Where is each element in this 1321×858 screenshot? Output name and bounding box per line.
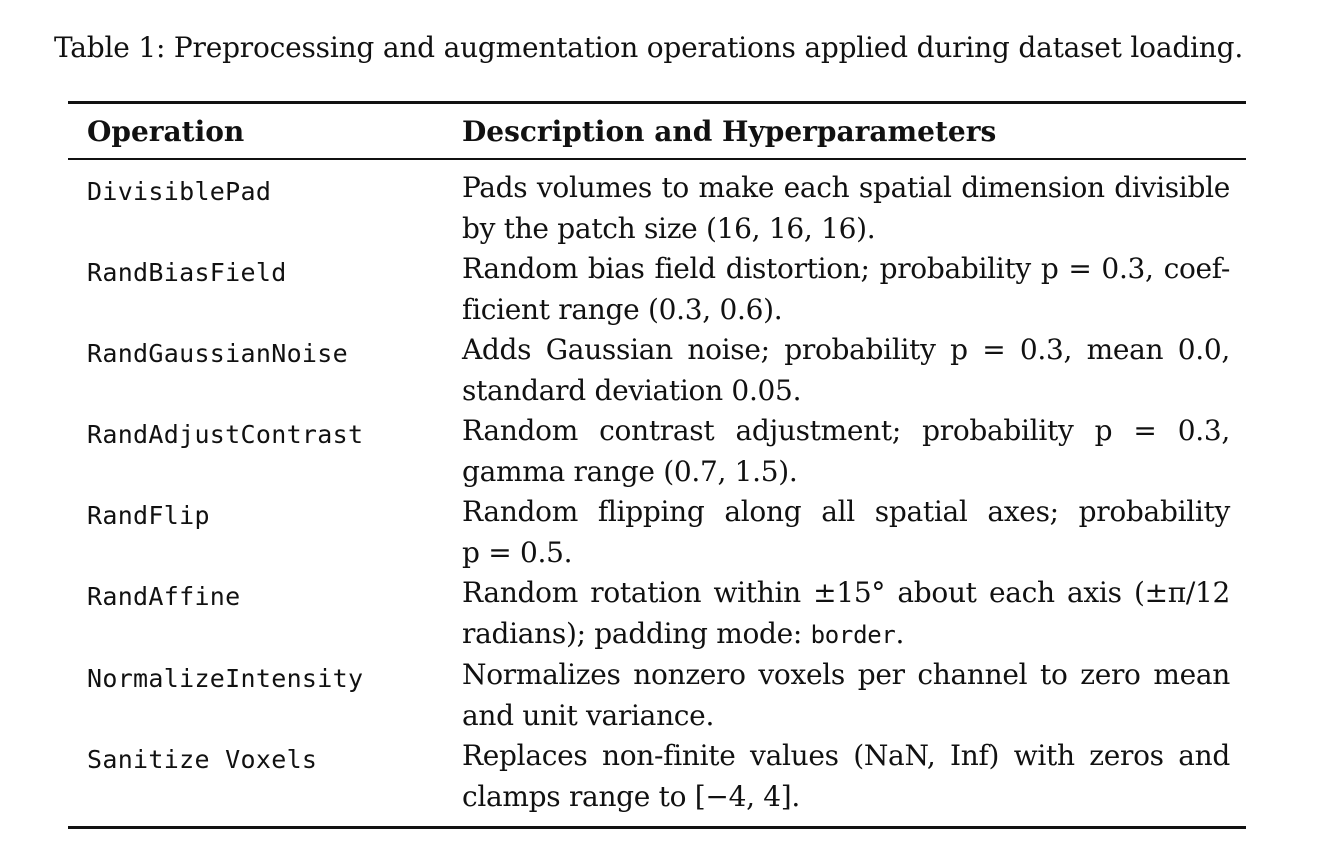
table-row-randflip [0,492,1321,573]
header-rule [68,158,1246,160]
description-line-2: clamps range to [−4, 4]. [462,779,801,813]
description-line-2: and unit variance. [462,698,715,732]
operation-description [462,330,1230,411]
header-operation: Operation [87,115,245,148]
operation-description [462,736,1230,817]
operation-name: RandAffine [87,582,241,611]
description-line-2: p = 0.5. [462,535,573,569]
description-line-2: by the patch size (16, 16, 16). [462,211,876,245]
description-line-1: Replaces non-finite values (NaN, Inf) with zeros and [462,739,1230,772]
table-row-normalizeintensity [0,655,1321,736]
description-line-1: Normalizes nonzero voxels per channel to zero mean [462,658,1230,691]
table-row-sanitizevoxels [0,736,1321,817]
table-row-randgaussiannoise [0,330,1321,411]
header-description: Description and Hyperparameters [462,115,997,148]
description-line-2-text: radians); padding mode: [462,616,811,650]
description-line-2 [462,614,1230,656]
description-line-1: Random bias field distortion; probability p = 0.3, coef- [462,252,1230,285]
operation-name: NormalizeIntensity [87,664,364,693]
operation-name: RandAdjustContrast [87,420,364,449]
operation-description [462,655,1230,736]
operation-description [462,573,1230,655]
table-row-randaffine [0,573,1321,654]
operation-description [462,492,1230,573]
table-row-divisiblepad [0,168,1321,249]
operation-description [462,168,1230,249]
operation-description [462,249,1230,330]
description-line-1: Pads volumes to make each spatial dimension divisible [462,171,1230,204]
table-header [0,108,1321,156]
table-row-randadjustcontrast [0,411,1321,492]
description-line-1: Random contrast adjustment; probability p = 0.3, [462,414,1230,447]
operation-name: RandGaussianNoise [87,339,348,368]
operation-name: RandFlip [87,501,210,530]
operation-name: RandBiasField [87,258,287,287]
description-line-2: ficient range (0.3, 0.6). [462,292,783,326]
padding-mode-code: border [810,620,896,649]
description-line-1: Random flipping along all spatial axes; probability [462,495,1230,528]
operation-name: Sanitize Voxels [87,745,318,774]
table-caption: Table 1: Preprocessing and augmentation operations applied during dataset loading. [54,31,1244,64]
description-line-2: standard deviation 0.05. [462,373,802,407]
operation-name: DivisiblePad [87,177,272,206]
top-rule [68,101,1246,104]
description-line-2: gamma range (0.7, 1.5). [462,454,798,488]
table-row-randbiasfield [0,249,1321,330]
bottom-rule [68,826,1246,829]
operation-description [462,411,1230,492]
description-line-1: Adds Gaussian noise; probability p = 0.3, mean 0.0, [462,333,1230,366]
description-line-1: Random rotation within ±15° about each axis (±π/12 [462,576,1230,609]
description-line-2-end: . [895,616,905,650]
